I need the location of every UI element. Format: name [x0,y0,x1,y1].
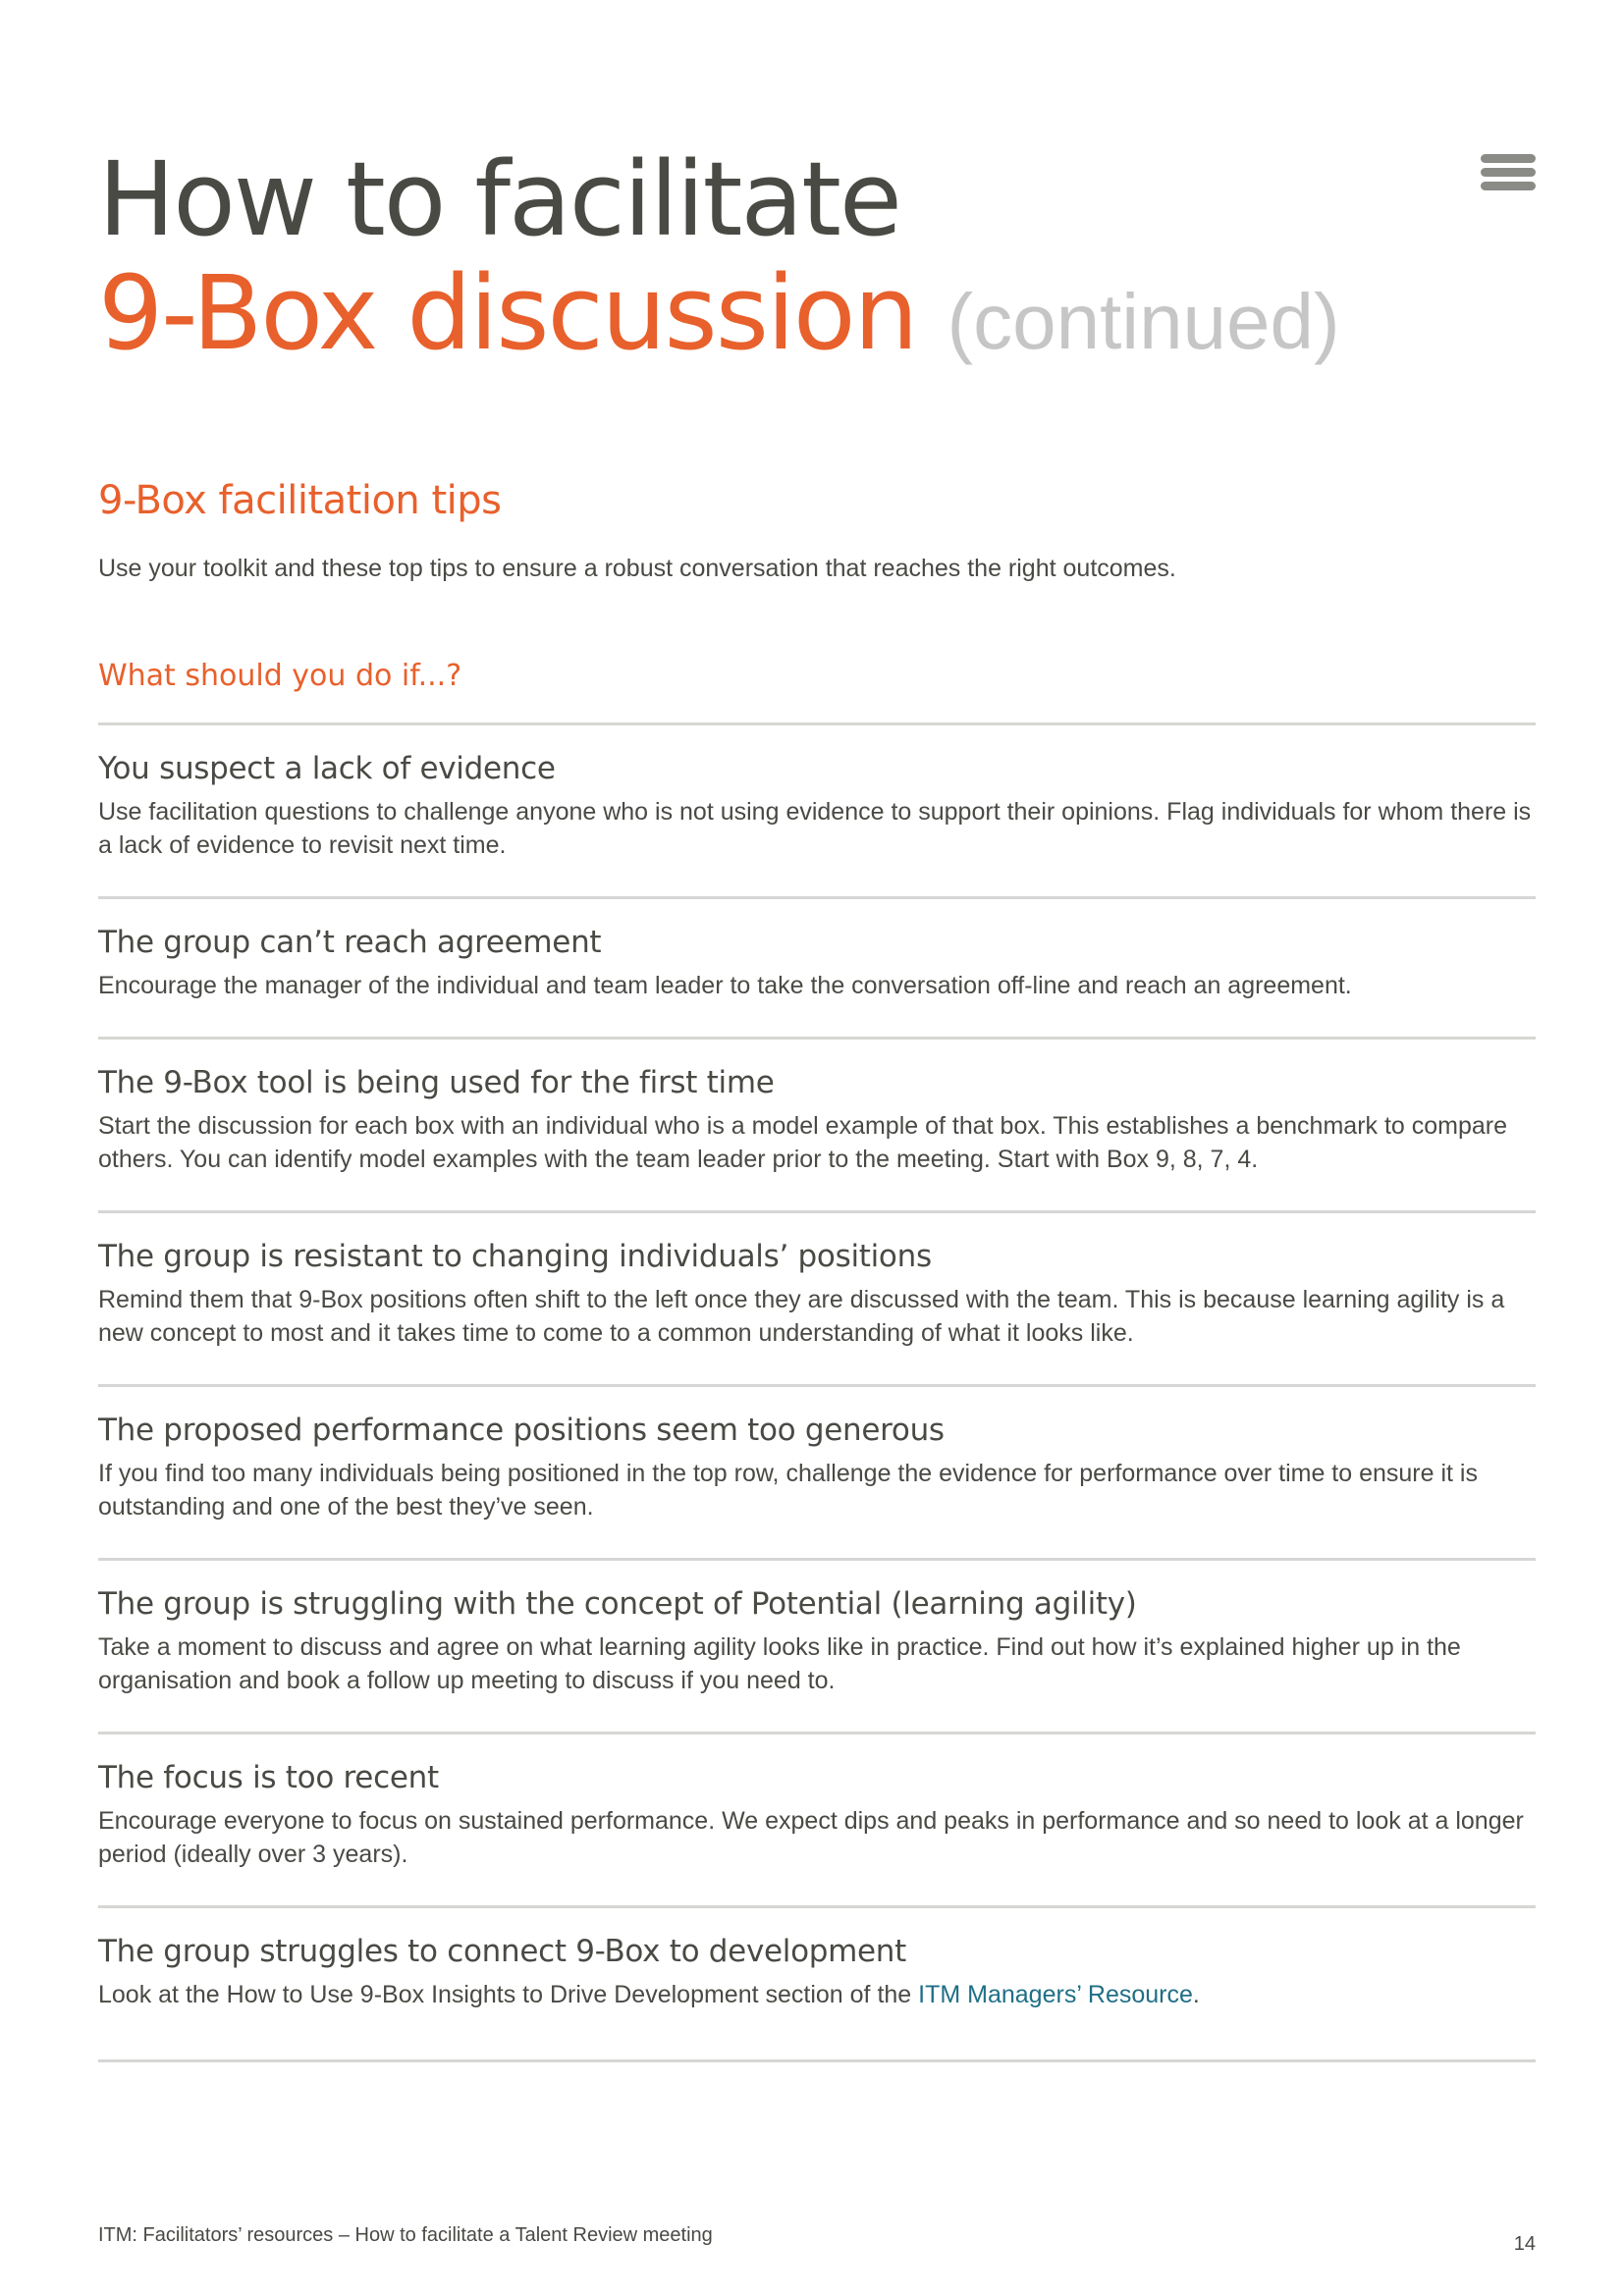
itm-managers-resource-link[interactable]: ITM Managers’ Resource [918,1981,1193,2008]
tip-title: The group can’t reach agreement [98,925,602,960]
document-page [98,0,1536,2296]
tip-text: Remind them that 9-Box positions often shift to the left once they are discussed with the team. This is because learning agility is a new concept to most and it takes time to come to a common understanding of what it looks like. [98,1286,1505,1347]
title-line-2 [98,253,1340,379]
tip-text: Encourage the manager of the individual and team leader to take the conversation off-line and reach an agreement. [98,972,1352,999]
tip-text-after-link: . [1192,1981,1200,2008]
tip-text-before-link: Look at the How to Use 9-Box Insights to Drive Development section of the [98,1981,919,2008]
title-suffix: (continued) [947,278,1340,365]
section-intro: Use your toolkit and these top tips to ensure a robust conversation that reaches the right outcomes. [98,555,1176,582]
menu-bar-bottom [1481,182,1536,190]
tip-item [98,896,1536,1037]
tip-text: Take a moment to discuss and agree on what learning agility looks like in practice. Find out how it’s explained higher up in the organisation and book a follow up meeting to discuss if you need to. [98,1633,1461,1694]
tip-title: The group is struggling with the concept of Potential (learning agility) [98,1586,1137,1622]
hamburger-menu-icon[interactable] [1481,154,1536,191]
title-line-2-text: 9-Box discussion [98,253,917,373]
tip-text: Start the discussion for each box with an individual who is a model example of that box. This establishes a benchmark to compare others. You can identify model examples with the team leader prior to the meeting. Start with Box 9, 8, 7, 4. [98,1112,1508,1173]
tip-title: You suspect a lack of evidence [98,751,556,786]
tip-text: Encourage everyone to focus on sustained performance. We expect dips and peaks in performance and so need to look at a longer period (ideally over 3 years). [98,1807,1524,1868]
menu-bar-middle [1481,168,1536,177]
tip-item [98,1210,1536,1384]
tip-item [98,1558,1536,1732]
title-line-1: How to facilitate [98,139,900,259]
tip-text: If you find too many individuals being positioned in the top row, challenge the evidence for performance over time to ensure it is outstanding and one of the best they’ve seen. [98,1460,1478,1521]
tip-title: The focus is too recent [98,1760,439,1795]
tip-item [98,1905,1536,2079]
tip-item [98,1732,1536,1905]
end-divider [98,2059,1536,2062]
tip-item [98,1037,1536,1210]
tip-item [98,1384,1536,1558]
section-title: 9-Box facilitation tips [98,478,502,523]
footer-text: ITM: Facilitators’ resources – How to facilitate a Talent Review meeting [98,2224,713,2246]
tip-text: Use facilitation questions to challenge anyone who is not using evidence to support their opinions. Flag individuals for whom there is a lack of evidence to revisit next time. [98,798,1532,859]
tip-title: The proposed performance positions seem too generous [98,1413,945,1448]
tips-list [98,722,1536,2079]
tip-title: The 9-Box tool is being used for the first time [98,1065,775,1100]
menu-bar-top [1481,154,1536,163]
page-number: 14 [1513,2233,1536,2255]
tip-title: The group struggles to connect 9-Box to development [98,1934,907,1969]
page-title [98,139,1340,379]
tip-text [98,1978,1536,2011]
tip-item [98,722,1536,896]
section-subheading: What should you do if...? [98,659,462,693]
tip-title: The group is resistant to changing individuals’ positions [98,1239,932,1274]
